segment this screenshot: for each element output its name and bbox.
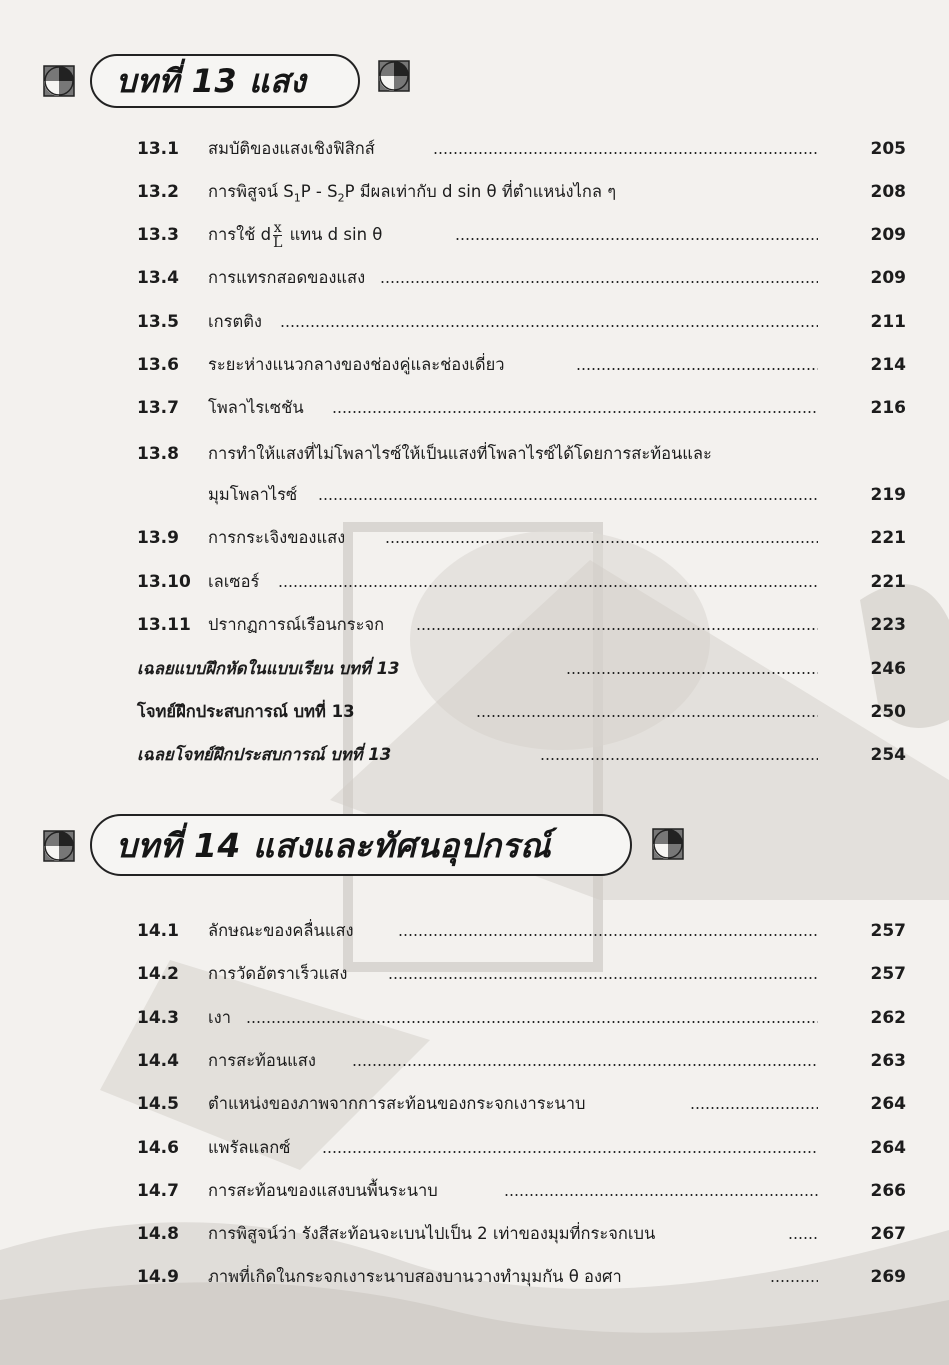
toc-row[interactable]: 13.9 การกระเจิงของแสง 221 [137, 528, 906, 548]
toc-row[interactable]: 14.7 การสะท้อนของแสงบนพื้นระนาบ 266 [137, 1181, 906, 1201]
toc-row[interactable]: 13.10 เลเซอร์ 221 [137, 572, 906, 592]
toc-row-exercises[interactable]: โจทย์ฝึกประสบการณ์ บทที่ 13 250 [137, 702, 906, 722]
toc-row[interactable]: 14.5 ตำแหน่งของภาพจากการสะท้อนของกระจกเงาระนาบ 264 [137, 1094, 906, 1114]
toc-row[interactable]: 13.11 ปรากฏการณ์เรือนกระจก 223 [137, 615, 906, 635]
toc-row[interactable]: 14.1 ลักษณะของคลื่นแสง 257 [137, 921, 906, 941]
toc-row-exercise-answers[interactable]: เฉลยโจทย์ฝึกประสบการณ์ บทที่ 13 254 [137, 745, 906, 765]
toc-row[interactable]: 14.6 แพรัลแลกซ์ 264 [137, 1138, 906, 1158]
globe-icon [43, 65, 75, 97]
toc-row[interactable]: 14.3 เงา 262 [137, 1008, 906, 1028]
globe-icon [43, 830, 75, 862]
fraction-x-over-L: $\frac{x}{L}$ [273, 220, 283, 251]
toc-row[interactable]: 14.9 ภาพที่เกิดในกระจกเงาระนาบสองบานวางทำมุมกัน θ องศา 269 [137, 1267, 906, 1287]
toc-row[interactable]: 13.7 โพลาไรเซชัน 216 [137, 398, 906, 418]
toc-row-continued[interactable]: มุมโพลาไรซ์ 219 [208, 485, 906, 505]
toc-row[interactable]: 13.1 สมบัติของแสงเชิงฟิสิกส์ 205 [137, 139, 906, 159]
toc-row[interactable]: 14.2 การวัดอัตราเร็วแสง 257 [137, 964, 906, 984]
toc-row[interactable]: 14.8 การพิสูจน์ว่า รังสีสะท้อนจะเบนไปเป็น 2 เท่าของมุมที่กระจกเบน 267 [137, 1224, 906, 1244]
toc-row-answers[interactable]: เฉลยแบบฝึกหัดในแบบเรียน บทที่ 13 246 [137, 659, 906, 679]
toc-row[interactable]: 13.2 การพิสูจน์ $S_1P - S_2P$ มีผลเท่ากับ d sin θ ที่ตำแหน่งไกล ๆ 208 [137, 182, 906, 205]
toc-row[interactable]: 13.8 การทำให้แสงที่ไม่โพลาไรซ์ให้เป็นแสงที่โพลาไรซ์ได้โดยการสะท้อนและ [137, 444, 712, 464]
toc-row[interactable]: 13.4 การแทรกสอดของแสง 209 [137, 268, 906, 288]
toc-row[interactable]: 14.4 การสะท้อนแสง 263 [137, 1051, 906, 1071]
toc-row[interactable]: 13.5 เกรตติง 211 [137, 312, 906, 332]
toc-row[interactable]: 13.6 ระยะห่างแนวกลางของช่องคู่และช่องเดี่ยว 214 [137, 355, 906, 375]
chapter14-title: บทที่ 14 แสงและทัศนอุปกรณ์ [90, 814, 632, 876]
globe-icon [652, 828, 684, 860]
globe-icon [378, 60, 410, 92]
toc-row[interactable]: 13.3 การใช้ d $\frac{x}{L}$ แทน d sin θ 209 [137, 220, 906, 251]
chapter13-title: บทที่ 13 แสง [90, 54, 360, 108]
